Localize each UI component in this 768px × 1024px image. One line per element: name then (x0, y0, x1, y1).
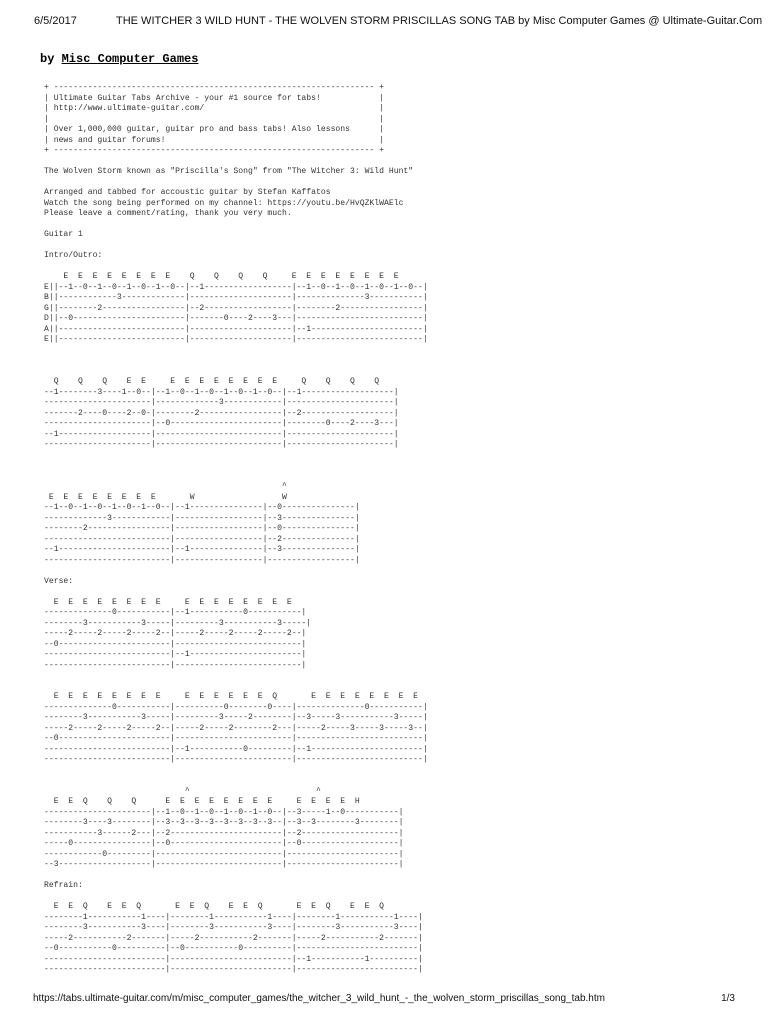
tab-line: E E E E E E E E W W (44, 492, 287, 502)
tab-line: --------------------------|--1-----------------------| (44, 650, 307, 659)
page-number: 1/3 (721, 993, 735, 1004)
tab-line: --------------------------|------------------------|--------------------------| (44, 755, 428, 764)
tab-line: B||------------3-------------|---------------------|--------------3-----------| (44, 293, 428, 302)
tab-line: G||--------2-----------------|--2------------------|--------2-----------------| (44, 303, 428, 313)
tab-line: + ------------------------------------------------------------------ + (44, 83, 384, 92)
tab-line: --3-------------------|--------------------------|-----------------------| (44, 860, 404, 869)
tab-line: | Over 1,000,000 guitar, guitar pro and bass tabs! Also lessons | (44, 125, 384, 134)
tab-line: --------------0-----------|----------0--------0----|--------------0-----------| (44, 702, 428, 712)
tab-line: --0-----------------------|--------------------------| (44, 639, 307, 649)
tab-line: | http://www.ultimate-guitar.com/ | (44, 104, 384, 113)
tab-line: D||--0-----------------------|-------0----2----3---|--------------------------| (44, 314, 428, 323)
tab-line: --------------------------|--1-----------0---------|--1-----------------------| (44, 744, 428, 754)
tab-line: A||--------------------------|---------------------|--1-----------------------| (44, 324, 428, 334)
tab-line: --1--------3----1--0--|--1--0--1--0--1--0--1--0--|--1-------------------| (44, 387, 399, 397)
tab-line: --------2-----------------|------------------|--0---------------| (44, 524, 360, 533)
tab-line: ^ ^ (44, 786, 321, 796)
author-link[interactable]: Misc Computer Games (61, 52, 199, 66)
tab-line: E E Q E E Q E E Q E E Q E E Q E E Q (44, 902, 384, 911)
tab-line: Q Q Q E E E E E E E E E E Q Q Q Q (44, 377, 380, 386)
print-header (0, 15, 768, 33)
tab-line: | Ultimate Guitar Tabs Archive - your #1 source for tabs! | (44, 93, 384, 103)
tab-line: -----2-----------2-------|-----2-----------2-------|-----2-----------2-------| (44, 933, 423, 943)
print-footer (0, 993, 768, 1009)
tab-line: Verse: (44, 576, 74, 586)
tab-line: -----0----------------|--0-----------------------|--0--------------------| (44, 839, 404, 848)
byline-prefix: by (40, 52, 55, 66)
tab-line: --------3-----------3-----|---------3-----2--------|--3-----3-----------3-----| (44, 713, 428, 722)
tab-line: E||--1--0--1--0--1--0--1--0--|--1------------------|--1--0--1--0--1--0--1--0--| (44, 282, 428, 292)
tab-line: Intro/Outro: (44, 251, 103, 260)
print-url: https://tabs.ultimate-guitar.com/m/misc_computer_games/the_witcher_3_wild_hunt_-_the_wolven_storm_priscillas_song_tab.htm (33, 993, 605, 1004)
tab-line: --------------------------|------------------|--2---------------| (44, 534, 360, 544)
tab-line: --------------------------|--------------------------| (44, 660, 307, 670)
tab-line: E E E E E E E E E E E E E E Q E E E E E E E E (44, 692, 418, 701)
tab-line: --------3-----------3-----|---------3-----------3-----| (44, 618, 312, 628)
tab-line: E E E E E E E E Q Q Q Q E E E E E E E E (44, 272, 399, 281)
print-page-title: THE WITCHER 3 WILD HUNT - THE WOLVEN STORM PRISCILLAS SONG TAB by Misc Computer Games @ Ultimate-Guitar.Com (116, 15, 763, 27)
tab-line: -------2----0----2--0-|--------2-----------------|--2-------------------| (44, 408, 399, 418)
tab-line: Please leave a comment/rating, thank you very much. (44, 209, 292, 218)
tab-line: -----2-----2-----2-----2--|-----2-----2-----2-----2--| (44, 629, 307, 638)
tab-line: The Wolven Storm known as "Priscilla's Song" from "The Witcher 3: Wild Hunt" (44, 167, 414, 176)
tab-line: --------3-----------3----|--------3-----------3----|--------3-----------3----| (44, 923, 423, 932)
tab-line: --------3----3--------|--3--3--3--3--3--3--3--3--|--3--3--------3--------| (44, 818, 404, 827)
tab-line: E E E E E E E E E E E E E E E E (44, 597, 292, 607)
tab-line: --0-----------0----------|--0-----------0----------|-------------------------| (44, 944, 423, 953)
tab-line: ----------------------|-------------3------------|----------------------| (44, 398, 399, 407)
tab-line: -----2-----2-----2-----2--|-----2-----2--------2---|-----2-----3-----3-----3--| (44, 723, 428, 733)
tab-line: --0-----------------------|------------------------|--------------------------| (44, 734, 428, 743)
print-date: 6/5/2017 (34, 15, 77, 27)
tab-line: Watch the song being performed on my channel: https://youtu.be/HvQZKlWAElc (44, 198, 404, 208)
tab-line: -------------3------------|------------------|--3---------------| (44, 513, 360, 523)
tab-line: Refrain: (44, 881, 83, 890)
tab-line: --------------0-----------|--1-----------0-----------| (44, 608, 307, 617)
tab-line: ----------------------|--------------------------|----------------------| (44, 440, 399, 449)
tab-content (44, 83, 428, 976)
tab-line: ------------0---------|--------------------------|-----------------------| (44, 849, 404, 859)
tab-line: -----------3------2---|--2-----------------------|--2--------------------| (44, 828, 404, 838)
byline (40, 52, 198, 66)
tab-line: Guitar 1 (44, 230, 83, 239)
tab-line: --1-----------------------|--1---------------|--3---------------| (44, 545, 360, 554)
tab-line: | | (44, 114, 384, 124)
tab-line: Arranged and tabbed for accoustic guitar by Stefan Kaffatos (44, 188, 331, 197)
tab-line: | news and guitar forums! | (44, 135, 384, 145)
tab-line: ----------------------|--1--0--1--0--1--0--1--0--|--3-----1--0-----------| (44, 807, 404, 817)
tab-line: -------------------------|-------------------------|-------------------------| (44, 965, 423, 974)
tab-line: + ------------------------------------------------------------------ + (44, 146, 384, 155)
tab-line: --1--0--1--0--1--0--1--0--|--1---------------|--0---------------| (44, 503, 360, 512)
tab-line: ----------------------|--0-----------------------|--------0----2----3---| (44, 419, 399, 428)
tab-line: ^ (44, 482, 287, 491)
tab-line: E E Q Q Q E E E E E E E E E E E E H (44, 797, 360, 806)
tab-line: --------1-----------1----|--------1-----------1----|--------1-----------1----| (44, 912, 423, 922)
tab-line: --------------------------|------------------|------------------| (44, 555, 360, 565)
tab-line: --1-------------------|--------------------------|----------------------| (44, 429, 399, 439)
tab-line: E||--------------------------|---------------------|--------------------------| (44, 335, 428, 344)
tab-line: -------------------------|-------------------------|--1-----------1----------| (44, 954, 423, 964)
